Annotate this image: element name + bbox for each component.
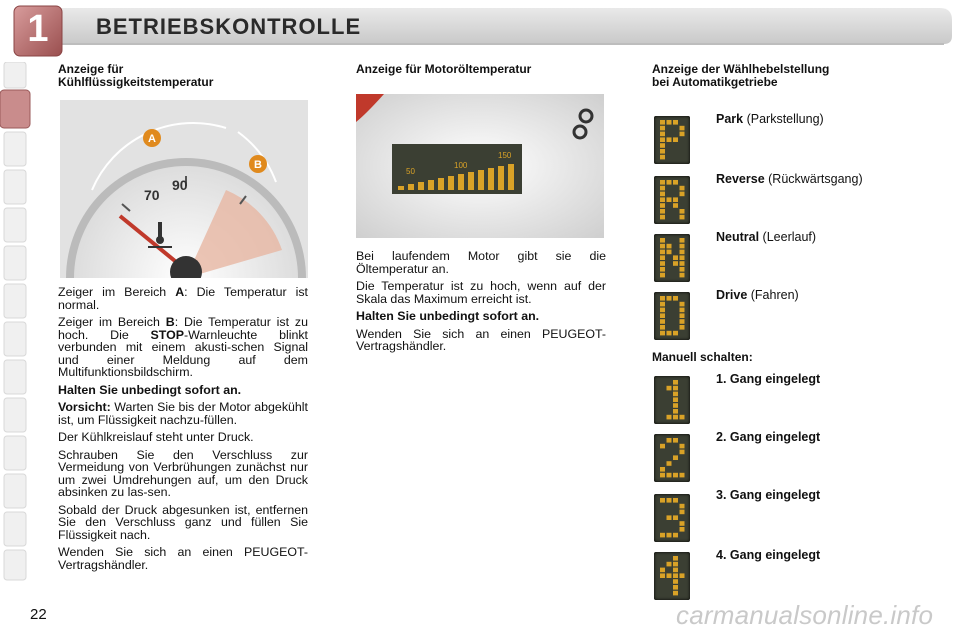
gear-label-3: 3. Gang eingelegt xyxy=(716,488,821,502)
gear-label-park: Park (Parkstellung) xyxy=(716,112,824,126)
gear-heading: Anzeige der Wählhebelstellung bei Automatikgetriebe xyxy=(652,62,830,89)
side-tabs xyxy=(0,62,34,582)
gear-glyph-d xyxy=(654,292,690,340)
coolant-p4: Vorsicht: Warten Sie bis der Motor abgekühlt ist, um Flüssigkeit nachzu-füllen. xyxy=(58,400,308,427)
coolant-heading: Anzeige für Kühlflüssigkeitstemperatur xyxy=(58,62,214,89)
gauge-tick-90: 90 xyxy=(172,177,188,193)
gear-label-neutral: Neutral (Leerlauf) xyxy=(716,230,817,244)
coolant-p5: Der Kühlkreislauf steht unter Druck. xyxy=(58,430,254,444)
page-title: BETRIEBSKONTROLLE xyxy=(96,14,362,39)
gear-display-d xyxy=(654,292,690,340)
gear-glyph-n xyxy=(654,234,690,282)
oil-tick-100: 100 xyxy=(454,161,468,170)
oil-p2: Die Temperatur ist zu hoch, wenn auf der Skala das Maximum erreicht ist. xyxy=(356,279,606,306)
gear-glyph-3 xyxy=(654,494,690,542)
gear-display-p xyxy=(654,116,690,164)
gear-glyph-r xyxy=(654,176,690,224)
coolant-p3: Halten Sie unbedingt sofort an. xyxy=(58,382,242,397)
gear-display-r xyxy=(654,176,690,224)
watermark: carmanualsonline.info xyxy=(676,600,934,630)
gear-glyph-2 xyxy=(654,434,690,482)
page-number: 22 xyxy=(30,606,47,623)
gear-section xyxy=(652,63,922,89)
gauge-label-b: B xyxy=(254,159,262,171)
gear-label-2: 2. Gang eingelegt xyxy=(716,430,821,444)
oil-display-image xyxy=(356,94,604,238)
oil-text xyxy=(356,250,606,358)
gear-display-n xyxy=(654,234,690,282)
oil-p3: Halten Sie unbedingt sofort an. xyxy=(356,309,540,323)
oil-heading: Anzeige für Motoröltemperatur xyxy=(356,62,532,76)
gear-label-1: 1. Gang eingelegt xyxy=(716,372,821,386)
oil-p1: Bei laufendem Motor gibt sie die Öltemperatur an. xyxy=(356,249,606,276)
gear-display-2 xyxy=(654,434,690,482)
oil-p4: Wenden Sie sich an einen PEUGEOT-Vertragshändler. xyxy=(356,326,606,353)
chapter-number: 1 xyxy=(27,8,49,50)
gauge-label-a: A xyxy=(148,133,156,145)
gear-glyph-p xyxy=(654,116,690,164)
oil-tick-50: 50 xyxy=(406,167,415,176)
gauge-tick-70: 70 xyxy=(144,187,160,203)
gear-display-4 xyxy=(654,552,690,600)
coolant-text xyxy=(58,286,308,576)
gear-glyph-4 xyxy=(654,552,690,600)
gear-label-reverse: Reverse (Rückwärtsgang) xyxy=(716,172,863,186)
gear-label-drive: Drive (Fahren) xyxy=(716,288,799,302)
gear-display-3 xyxy=(654,494,690,542)
coolant-p7: Sobald der Druck abgesunken ist, entfernen Sie den Verschluss ganz und füllen Sie Flüssigkeit nach. xyxy=(58,502,308,542)
coolant-p6: Schrauben Sie den Verschluss zur Vermeidung von Verbrühungen zunächst nur um zwei Umdrehungen auf, um den Druck absinken zu las-sen. xyxy=(58,447,308,499)
coolant-section xyxy=(58,63,308,89)
gear-glyph-1 xyxy=(654,376,690,424)
coolant-gauge-image xyxy=(60,100,308,278)
coolant-p8: Wenden Sie sich an einen PEUGEOT-Vertragshändler. xyxy=(58,545,308,572)
gear-label-4: 4. Gang eingelegt xyxy=(716,548,821,562)
gear-display-1 xyxy=(654,376,690,424)
oil-section xyxy=(356,63,606,76)
manual-heading: Manuell schalten: xyxy=(652,350,753,364)
oil-tick-150: 150 xyxy=(498,151,512,160)
coolant-p2: Zeiger im Bereich B: Die Temperatur ist zu hoch. Die STOP-Warnleuchte blinkt verbunden mit einem akusti-schen Signal und einer Meldung auf dem Multifunktionsbildschirm. xyxy=(58,315,309,379)
coolant-p1: Zeiger im Bereich A: Die Temperatur ist normal. xyxy=(58,285,308,312)
